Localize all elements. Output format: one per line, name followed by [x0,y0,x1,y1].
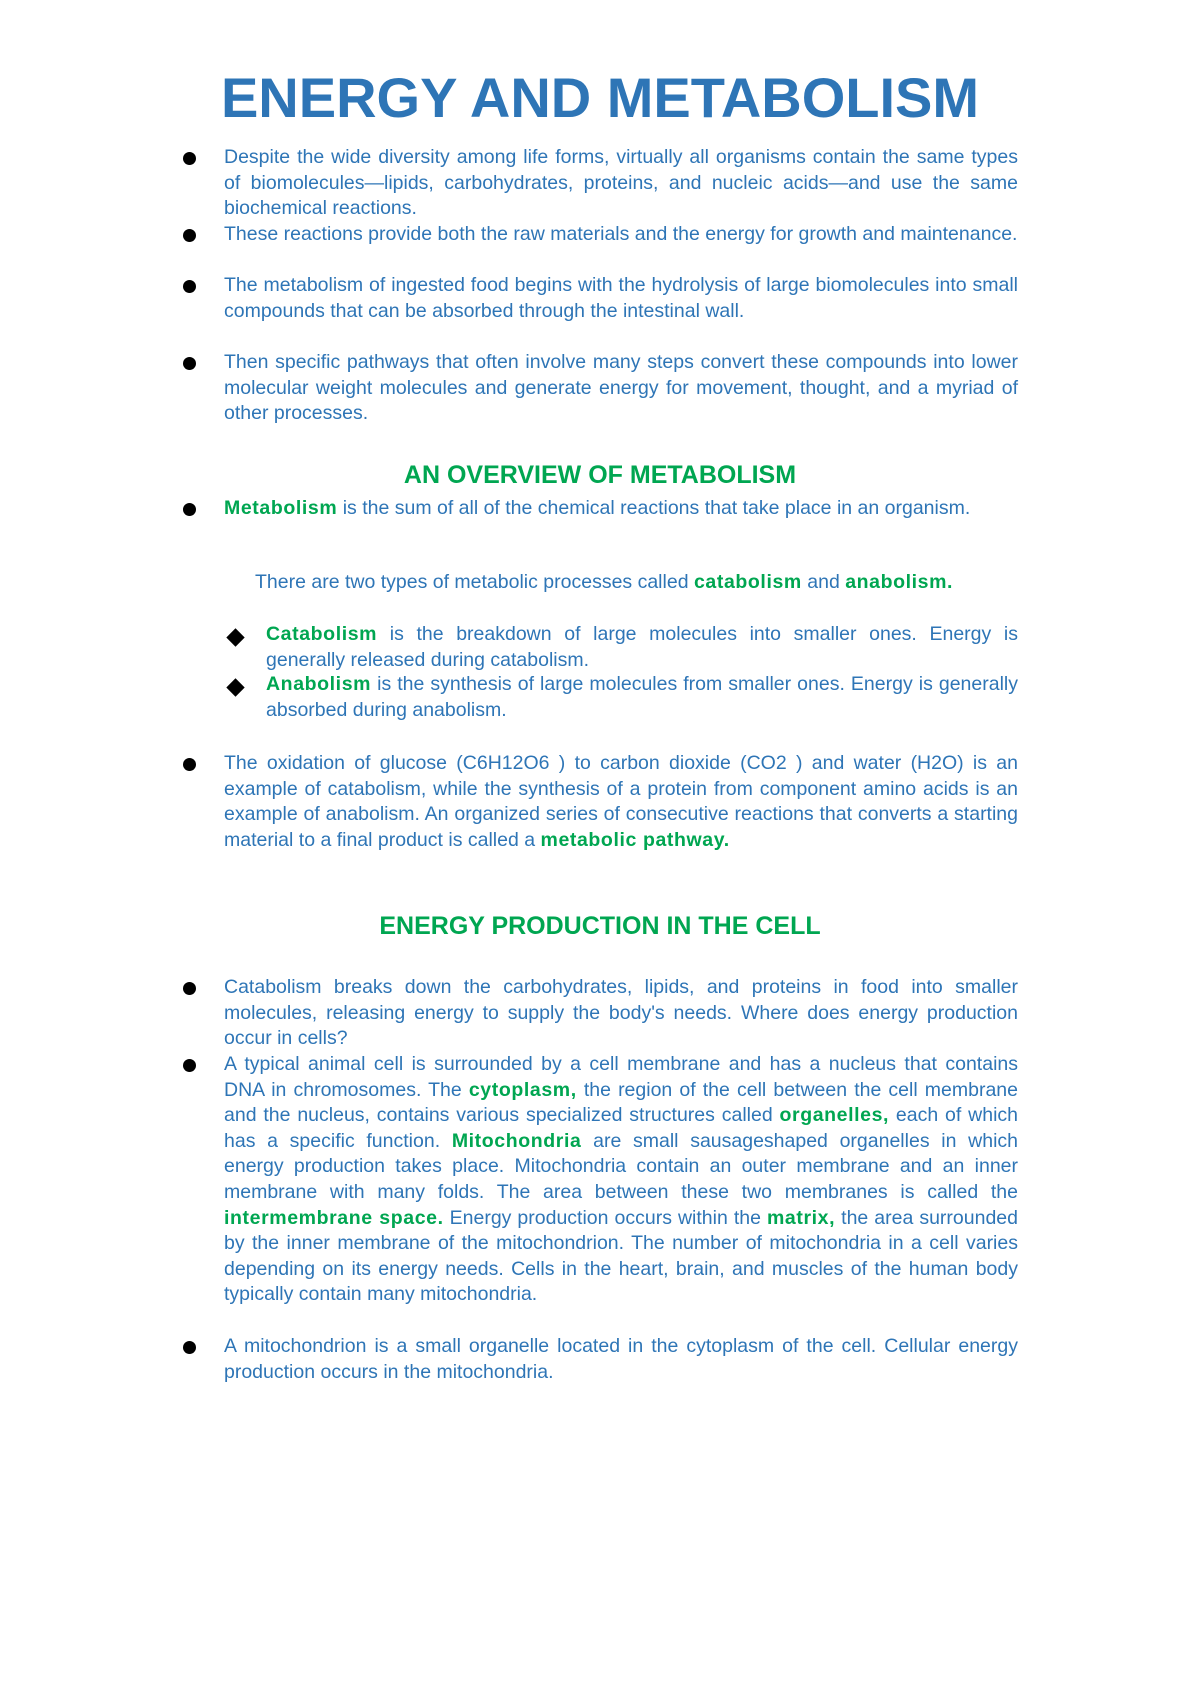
term-metabolism: Metabolism [224,497,338,519]
glucose-oxidation-text: The oxidation of glucose (C6H12O6 ) to carbon dioxide (CO2 ) and water (H2O) is an example of catabolism, while the synthesis of a protein from component amino acids is an example of anabolism. An organized series of consecutive reactions that converts a starting material to a final product is called a [224,752,1018,851]
overview-heading: AN OVERVIEW OF METABOLISM [403,461,797,489]
bullet-icon [183,503,196,516]
cell-text-6: the area surrounded by the inner membrane of the mitochondrion. The number of mitochondria in a cell varies depending on its energy needs. Cells in the heart, brain, and muscles of the human body typically contain many mitochondria. [224,1206,1018,1306]
diamond-bullet-icon [226,678,244,696]
glucose-oxidation-paragraph [224,751,1018,853]
term-cytoplasm: cytoplasm, [468,1078,577,1101]
bullet-icon [183,229,196,242]
energy-bullet-3: A mitochondrion is a small organelle located in the cytoplasm of the cell. Cellular energy production occurs in the mitochondria. [224,1335,1018,1383]
bullet-icon [183,1341,196,1354]
intro-bullet-1: Despite the wide diversity among life forms, virtually all organisms contain the same types of biomolecules—lipids, carbohydrates, proteins, and nucleic acids—and use the same biochemical reactions. [224,146,1018,220]
metabolic-types-and: and [801,571,846,593]
energy-bullet-1: Catabolism breaks down the carbohydrates, lipids, and proteins in food into smaller molecules, releasing energy to supply the body's needs. Where does energy production occur in cells? [224,976,1018,1050]
intro-bullet-4: Then specific pathways that often involve many steps convert these compounds into lower molecular weight molecules and generate energy for movement, thought, and a myriad of other processes. [224,351,1018,425]
document-title: ENERGY AND METABOLISM [220,66,980,129]
intro-bullet-2: These reactions provide both the raw materials and the energy for growth and maintenance. [224,223,1018,245]
term-catabolism-def: Catabolism [266,623,378,645]
term-anabolism: anabolism. [845,571,954,593]
metabolism-definition-text: is the sum of all of the chemical reactions that take place in an organism. [337,497,971,519]
intro-bullet-3: The metabolism of ingested food begins with the hydrolysis of large biomolecules into small compounds that can be absorbed through the intestinal wall. [224,274,1018,322]
diamond-bullet-icon [226,628,244,646]
metabolic-types-paragraph [183,570,1018,596]
metabolic-types-text: There are two types of metabolic processes called [255,571,694,593]
catabolism-definition-text: is the breakdown of large molecules into smaller ones. Energy is generally released during catabolism. [266,623,1018,671]
bullet-icon [183,152,196,165]
term-catabolism: catabolism [693,571,802,593]
term-matrix: matrix, [766,1206,836,1229]
cell-text-5: Energy production occurs within the [443,1206,767,1229]
bullet-icon [183,982,196,995]
anabolism-definition [266,672,1018,723]
anabolism-definition-text: is the synthesis of large molecules from smaller ones. Energy is generally absorbed during anabolism. [266,673,1018,721]
bullet-icon [183,357,196,370]
cell-text-1: A typical animal cell is surrounded by a cell membrane and has a nucleus that contains DNA in chromosomes. The [224,1053,1018,1101]
bullet-icon [183,280,196,293]
catabolism-definition [266,622,1018,673]
cell-text-3: each of which has a specific function. [224,1104,1018,1152]
term-mitochondria: Mitochondria [451,1129,582,1152]
term-anabolism-def: Anabolism [266,673,372,695]
energy-production-heading: ENERGY PRODUCTION IN THE CELL [379,912,821,940]
cell-text-4: are small sausageshaped organelles in which energy production takes place. Mitochondria contain an outer membrane and an inner membrane with many folds. The area between these two membranes is called the [224,1129,1018,1203]
term-metabolic-pathway: metabolic pathway. [540,828,730,851]
term-intermembrane-space: intermembrane space. [224,1206,444,1229]
bullet-icon [183,758,196,771]
term-organelles: organelles, [779,1104,890,1127]
bullet-icon [183,1059,196,1072]
energy-bullet-2 [224,1052,1018,1308]
cell-text-2: the region of the cell between the cell membrane and the nucleus, contains various specialized structures called [224,1078,1018,1127]
metabolism-definition [224,496,1018,522]
